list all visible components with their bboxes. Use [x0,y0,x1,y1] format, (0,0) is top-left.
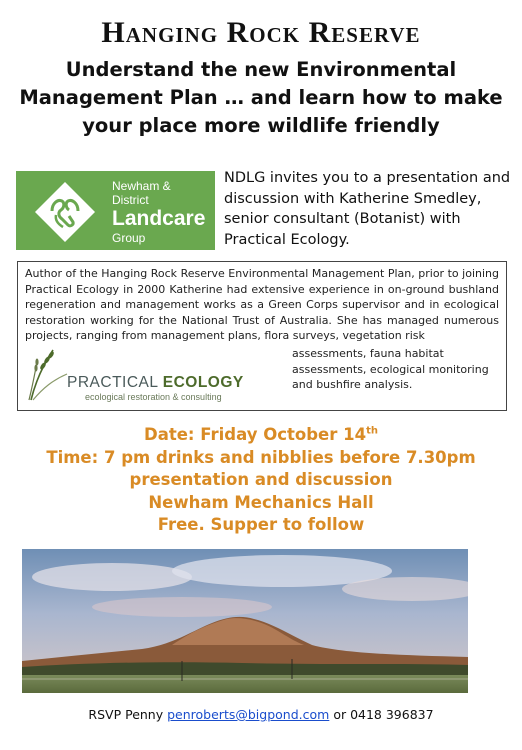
rsvp-email-link[interactable]: penroberts@bigpond.com [167,707,330,722]
author-bio-text: Author of the Hanging Rock Reserve Environmental Management Plan, prior to joining Practical Ecology in 2000 Katherine had extensive experience in on-ground bushland regeneration and management works as a Green Corps supervisor and in ecological restoration working for the National Trust of Australia. She has managed numerous projects, ranging from management plans, flora surveys, vegetation risk [25,267,499,342]
landcare-line: Group [112,231,146,245]
landcare-name: Landcare [112,207,206,230]
event-date-suffix: th [366,425,378,437]
landcare-logo [16,171,215,250]
pe-tagline: ecological restoration & consulting [85,392,222,402]
event-date-text: Date: Friday October 14 [144,425,367,444]
event-date [0,424,522,447]
landcare-line: District [112,193,149,207]
hanging-rock-photo [22,549,468,693]
practical-ecology-logo [23,344,285,402]
landcare-line: Newham & [112,179,171,193]
rsvp-prefix: RSVP Penny [88,707,164,722]
event-time: Time: 7 pm drinks and nibblies before 7.30pm [46,447,476,467]
rsvp-phone: or 0418 396837 [333,707,434,722]
pe-word-ecology: ECOLOGY [162,374,244,391]
pe-word-practical: PRACTICAL [67,374,158,391]
landcare-wordmark [112,179,205,245]
poster-title: Hanging Rock Reserve [101,16,421,49]
subtitle-line: Management Plan … and learn how to make [19,86,503,109]
subtitle-line: your place more wildlife friendly [82,114,440,137]
grass-seedhead-icon [23,344,83,402]
event-venue: Newham Mechanics Hall [148,492,374,512]
event-details [0,424,522,537]
event-program: presentation and discussion [129,470,393,490]
practical-ecology-wordmark [67,374,244,392]
poster-subtitle [10,56,512,140]
event-supper: Free. Supper to follow [157,515,365,535]
invitation-text: NDLG invites you to a presentation and discussion with Katherine Smedley, senior consultant (Botanist) with Practical Ecology. [224,170,511,248]
author-bio-box [17,261,507,411]
hands-map-icon [34,181,96,243]
subtitle-line: Understand the new Environmental [65,58,457,81]
landscape-illustration [22,549,468,693]
rsvp-line [0,707,522,722]
author-bio-text-continued: assessments, fauna habitat assessments, ecological monitoring and bushfire analysis. [292,347,489,391]
